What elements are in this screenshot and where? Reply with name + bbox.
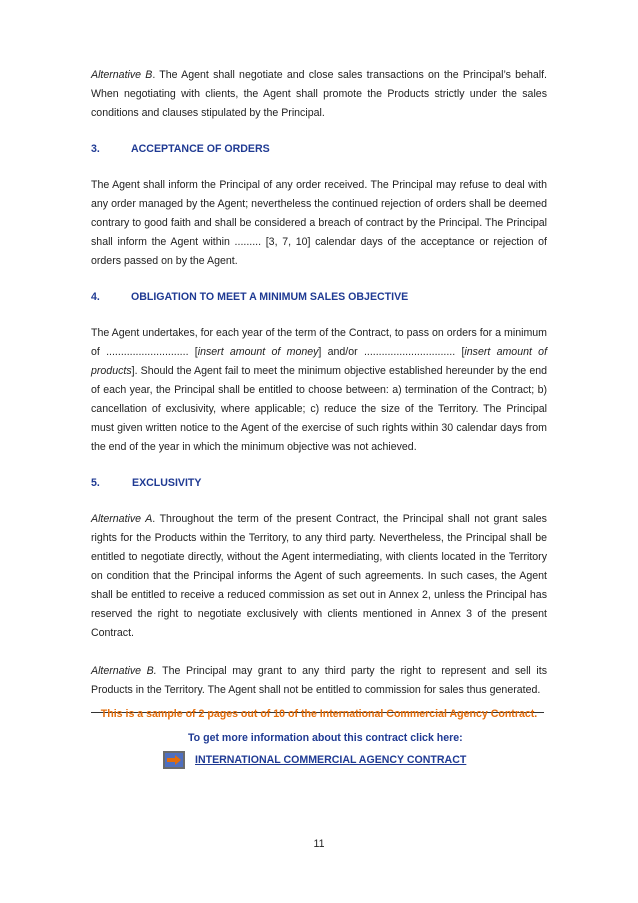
- contract-link-row[interactable]: [163, 751, 466, 769]
- section-4-heading: [91, 288, 547, 307]
- alternative-a-label: Alternative A: [91, 513, 153, 525]
- more-info-text: To get more information about this contract click here:: [188, 732, 463, 744]
- alternative-b-label: Alternative B: [91, 69, 153, 81]
- section-number: 5.: [91, 477, 100, 489]
- section-4-paragraph: The Agent undertakes, for each year of the term of the Contract, to pass on orders for a minimum of ............................ [insert amount of money] and/or ............................... [insert amount of products]. Should the Agent fail to meet the minimum objective established hereunder by the end of each year, the Principal shall be entitled to choose between: a) termination of the Contract; b) cancellation of exclusivity, where applicable; c) reduce the size of the Territory. The Principal must given written notice to the Agent of the exercise of such rights within 30 calendar days from the end of the year in which the minimum objective was not achieved.: [91, 327, 548, 453]
- section-3-heading: [91, 140, 547, 159]
- section-3-paragraph: The Agent shall inform the Principal of any order received. The Principal may refuse to deal with any order managed by the Agent; nevertheless the continued rejection of orders shall be deemed contrary to good faith and shall be considered a breach of contract by the Principal. The Principal shall inform the Agent within ......... [3, 7, 10] calendar days of the acceptance or rejection of orders passed on by the Agent.: [91, 179, 547, 267]
- section-number: 3.: [91, 143, 100, 155]
- alternative-b-paragraph: Alternative B. The Principal may grant to any third party the right to represent and sell its Products in the Territory. The Agent shall not be entitled to commission for sales thus generated.: [91, 665, 547, 696]
- alternative-b-intro-paragraph: Alternative B. The Agent shall negotiate and close sales transactions on the Principal’s behalf. When negotiating with clients, the Agent shall promote the Products strictly under the sales conditions and clauses stipulated by the Principal.: [91, 69, 547, 119]
- section-title: ACCEPTANCE OF ORDERS: [131, 143, 270, 155]
- arrow-right-icon: [163, 751, 185, 769]
- page-number: 11: [313, 838, 325, 850]
- section-5-heading: [91, 474, 547, 493]
- sample-notice: This is a sample of 2 pages out of 10 of the International Commercial Agency Contract.: [100, 708, 538, 720]
- section-title: EXCLUSIVITY: [132, 477, 202, 489]
- contract-page: [91, 66, 547, 713]
- contract-link[interactable]: INTERNATIONAL COMMERCIAL AGENCY CONTRACT: [195, 754, 467, 766]
- alternative-b-label: Alternative B.: [91, 665, 157, 677]
- section-number: 4.: [91, 291, 100, 303]
- alternative-a-paragraph: Alternative A. Throughout the term of the present Contract, the Principal shall not grant sales rights for the Products within the Territory, to any third party. Nevertheless, the Principal shall be entitled to negotiate directly, without the Agent intermediating, with clients located in the Territory on condition that the Principal informs the Agent of such agreements. In such cases, the Agent shall be entitled to receive a reduced commission as set out in Annex 2, unless the Principal has reserved the right to negotiate exclusively with clients mentioned in Annex 3 of the present Contract.: [91, 513, 547, 639]
- section-title: OBLIGATION TO MEET A MINIMUM SALES OBJECTIVE: [131, 291, 409, 303]
